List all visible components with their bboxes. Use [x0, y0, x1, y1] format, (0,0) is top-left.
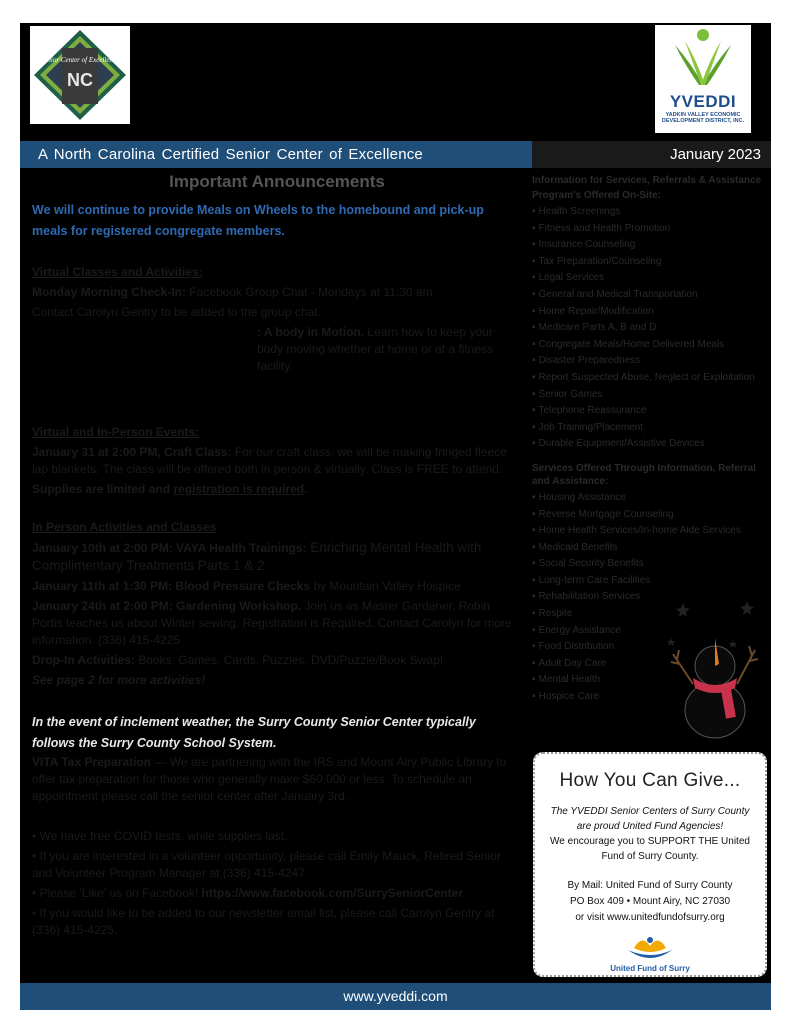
- see-page-2: See page 2 for more activities!: [32, 673, 206, 687]
- service-item: ▪ Senior Games: [532, 387, 771, 404]
- nc-logo-mark: NC: [67, 70, 93, 90]
- motion-line: [32, 324, 522, 375]
- announcements-title: Important Announcements: [169, 172, 385, 191]
- covid-bullet: • We have free COVID tests, while supplies last.: [32, 829, 288, 843]
- mail-line-1: By Mail: United Fund of Surry County: [567, 880, 733, 891]
- bp-line: [32, 578, 522, 595]
- service-item: ▪ Respite: [532, 606, 771, 623]
- service-item: ▪ Reverse Mortgage Counseling: [532, 507, 771, 524]
- how-you-can-give-box: [533, 752, 767, 977]
- onsite-services-list: [532, 204, 771, 453]
- united-fund-logo-icon: [620, 932, 680, 964]
- dropin-line: [32, 652, 522, 669]
- give-agencies-note: The YVEDDI Senior Centers of Surry County are proud United Fund Agencies!: [550, 806, 750, 832]
- nc-logo-caption: Senior Center of Excellence: [40, 56, 120, 64]
- service-item: ▪ Fitness and Health Promotion: [532, 221, 771, 238]
- dropin-text: Books, Games, Cards, Puzzles, DVD/Puzzle/Book Swap!: [134, 653, 444, 667]
- vita-line: [32, 754, 522, 805]
- facebook-label: • Please 'Like' us on Facebook!: [32, 886, 202, 900]
- service-item: ▪ Job Training/Placement: [532, 420, 771, 437]
- bp-label: January 11th at 1:30 PM: Blood Pressure Checks: [32, 579, 311, 593]
- service-item: ▪ Adult Day Care: [532, 656, 771, 673]
- give-encourage: We encourage you to SUPPORT THE United Fund of Surry County.: [550, 836, 750, 862]
- give-title: How You Can Give...: [559, 770, 741, 791]
- senior-center-excellence-logo: [30, 26, 130, 124]
- craft-end: .: [304, 482, 308, 496]
- vita-text: — We are partnering with the IRS and Mount Airy Public Library to offer tax preparation for those who generally make $60,000 or less. To schedule an appointment please call the senior center after January 3rd.: [32, 755, 507, 803]
- service-item: ▪ General and Medical Transportation: [532, 287, 771, 304]
- service-item: ▪ Rehabilitation Services: [532, 589, 771, 606]
- service-item: ▪ Long-term Care Facilities: [532, 573, 771, 590]
- vaya-line: [32, 539, 522, 575]
- service-item: ▪ Disaster Preparedness: [532, 353, 771, 370]
- facebook-link[interactable]: https://www.facebook.com/SurrySeniorCenter: [201, 886, 464, 900]
- united-fund-logo-text: United Fund of Surry: [610, 964, 690, 973]
- onsite-heading: Program's Offered On-Site:: [532, 190, 662, 201]
- service-item: ▪ Mental Health: [532, 672, 771, 689]
- service-item: ▪ Home Health Services/In-home Aide Services: [532, 523, 771, 540]
- yveddi-website-link[interactable]: www.yveddi.com: [343, 988, 448, 1004]
- craft-supplies-text: Supplies are limited and: [32, 482, 174, 496]
- facebook-bullet: [32, 885, 522, 902]
- events-heading: Virtual and In-Person Events:: [32, 425, 200, 439]
- yveddi-logo: [655, 25, 751, 133]
- meals-note: We will continue to provide Meals on Wheels to the homebound and pick-up meals for registered congregate members.: [32, 203, 484, 238]
- certified-banner: A North Carolina Certified Senior Center of Excellence: [20, 141, 532, 168]
- virtual-classes-heading: Virtual Classes and Activities:: [32, 265, 203, 279]
- volunteer-bullet: • If you are interested in a volunteer opportunity, please call Emily Mauck, Retired Senior and Volunteer Program Manager at (336) 415-4247.: [32, 849, 501, 880]
- checkin-text: Facebook Group Chat - Mondays at 11:30 am: [186, 285, 433, 299]
- service-item: ▪ Food Distribution: [532, 639, 771, 656]
- issue-date: January 2023: [532, 141, 771, 168]
- info-services-heading: Information for Services, Referrals & Assistance: [532, 175, 762, 186]
- vaya-label: January 10th at 2:00 PM: VAYA Health Trainings:: [32, 541, 307, 555]
- service-item: ▪ Medicare Parts A, B and D: [532, 320, 771, 337]
- announcements-column: [32, 173, 522, 942]
- in-person-heading: In Person Activities and Classes: [32, 520, 217, 534]
- weather-notice: In the event of inclement weather, the Surry County Senior Center typically follows the Surry County School System.: [32, 715, 476, 750]
- vaya-text: Enriching Mental Health with Complimentary Treatments Parts 1 & 2: [32, 540, 482, 573]
- newsletter-page: [20, 23, 771, 1010]
- service-item: ▪ Legal Services: [532, 270, 771, 287]
- mail-line-3: or visit www.unitedfundofsurry.org: [575, 912, 725, 923]
- service-item: ▪ Energy Assistance: [532, 623, 771, 640]
- craft-text: For our craft class, we will be making fringed fleece lap blankets. The class will be offered both in person & virtually. Class is FREE to attend.: [32, 445, 507, 476]
- mail-line-2: PO Box 409 • Mount Airy, NC 27030: [569, 896, 731, 907]
- garden-label: January 24th at 2:00 PM: Gardening Workshop.: [32, 599, 302, 613]
- service-item: ▪ Insurance Counseling: [532, 237, 771, 254]
- motion-label: : A body in Motion.: [257, 325, 365, 339]
- craft-label: January 31 at 2:00 PM, Craft Class:: [32, 445, 232, 459]
- vita-label: VITA Tax Preparation: [32, 755, 152, 769]
- craft-line: [32, 444, 522, 478]
- give-mail-info: [535, 878, 765, 926]
- craft-supplies: [32, 481, 522, 498]
- garden-text: Join us as Master Gardener, Robin Portis teaches us about Winter sewing. Registration is Required. Contact Carolyn for more information. (336) 415-4225: [32, 599, 512, 647]
- yveddi-name: YVEDDI: [669, 92, 737, 111]
- service-item: ▪ Housing Assistance: [532, 490, 771, 507]
- bp-text: by Mountain Valley Hospice: [310, 579, 461, 593]
- registration-link[interactable]: registration is required: [173, 482, 305, 496]
- yveddi-full-name: YADKIN VALLEY ECONOMIC DEVELOPMENT DISTRICT, INC.: [661, 112, 745, 124]
- checkin-line: [32, 284, 522, 301]
- service-item: ▪ Telephone Reassurance: [532, 403, 771, 420]
- service-item: ▪ Congregate Meals/Home Delivered Meals: [532, 337, 771, 354]
- checkin-label: Monday Morning Check-In:: [32, 285, 186, 299]
- service-item: ▪ Hospice Care: [532, 689, 771, 706]
- checkin-contact: Contact Carolyn Gentry to be added to the group chat.: [32, 305, 321, 319]
- motion-text: Learn how to keep your body moving whether at home or at a fitness facility.: [257, 325, 494, 373]
- snowman-illustration: [665, 598, 765, 743]
- service-item: ▪ Report Suspected Abuse, Neglect or Exploitation: [532, 370, 771, 387]
- service-item: ▪ Tax Preparation/Counseling: [532, 254, 771, 271]
- service-item: ▪ Home Repair/Modification: [532, 304, 771, 321]
- service-item: ▪ Health Screenings: [532, 204, 771, 221]
- dropin-label: Drop-In Activities:: [32, 653, 135, 667]
- footer-bar: [20, 983, 771, 1010]
- service-item: ▪ Durable Equipment/Assistive Devices: [532, 436, 771, 453]
- garden-line: [32, 598, 522, 649]
- service-item: ▪ Medicaid Benefits: [532, 540, 771, 557]
- newsletter-bullet: • If you would like to be added to our newsletter email list, please call Carolyn Gentry at (336) 415-4225.: [32, 906, 495, 937]
- service-item: ▪ Social Security Benefits: [532, 556, 771, 573]
- referral-heading: Services Offered Through Information, Referral and Assistance:: [532, 462, 756, 487]
